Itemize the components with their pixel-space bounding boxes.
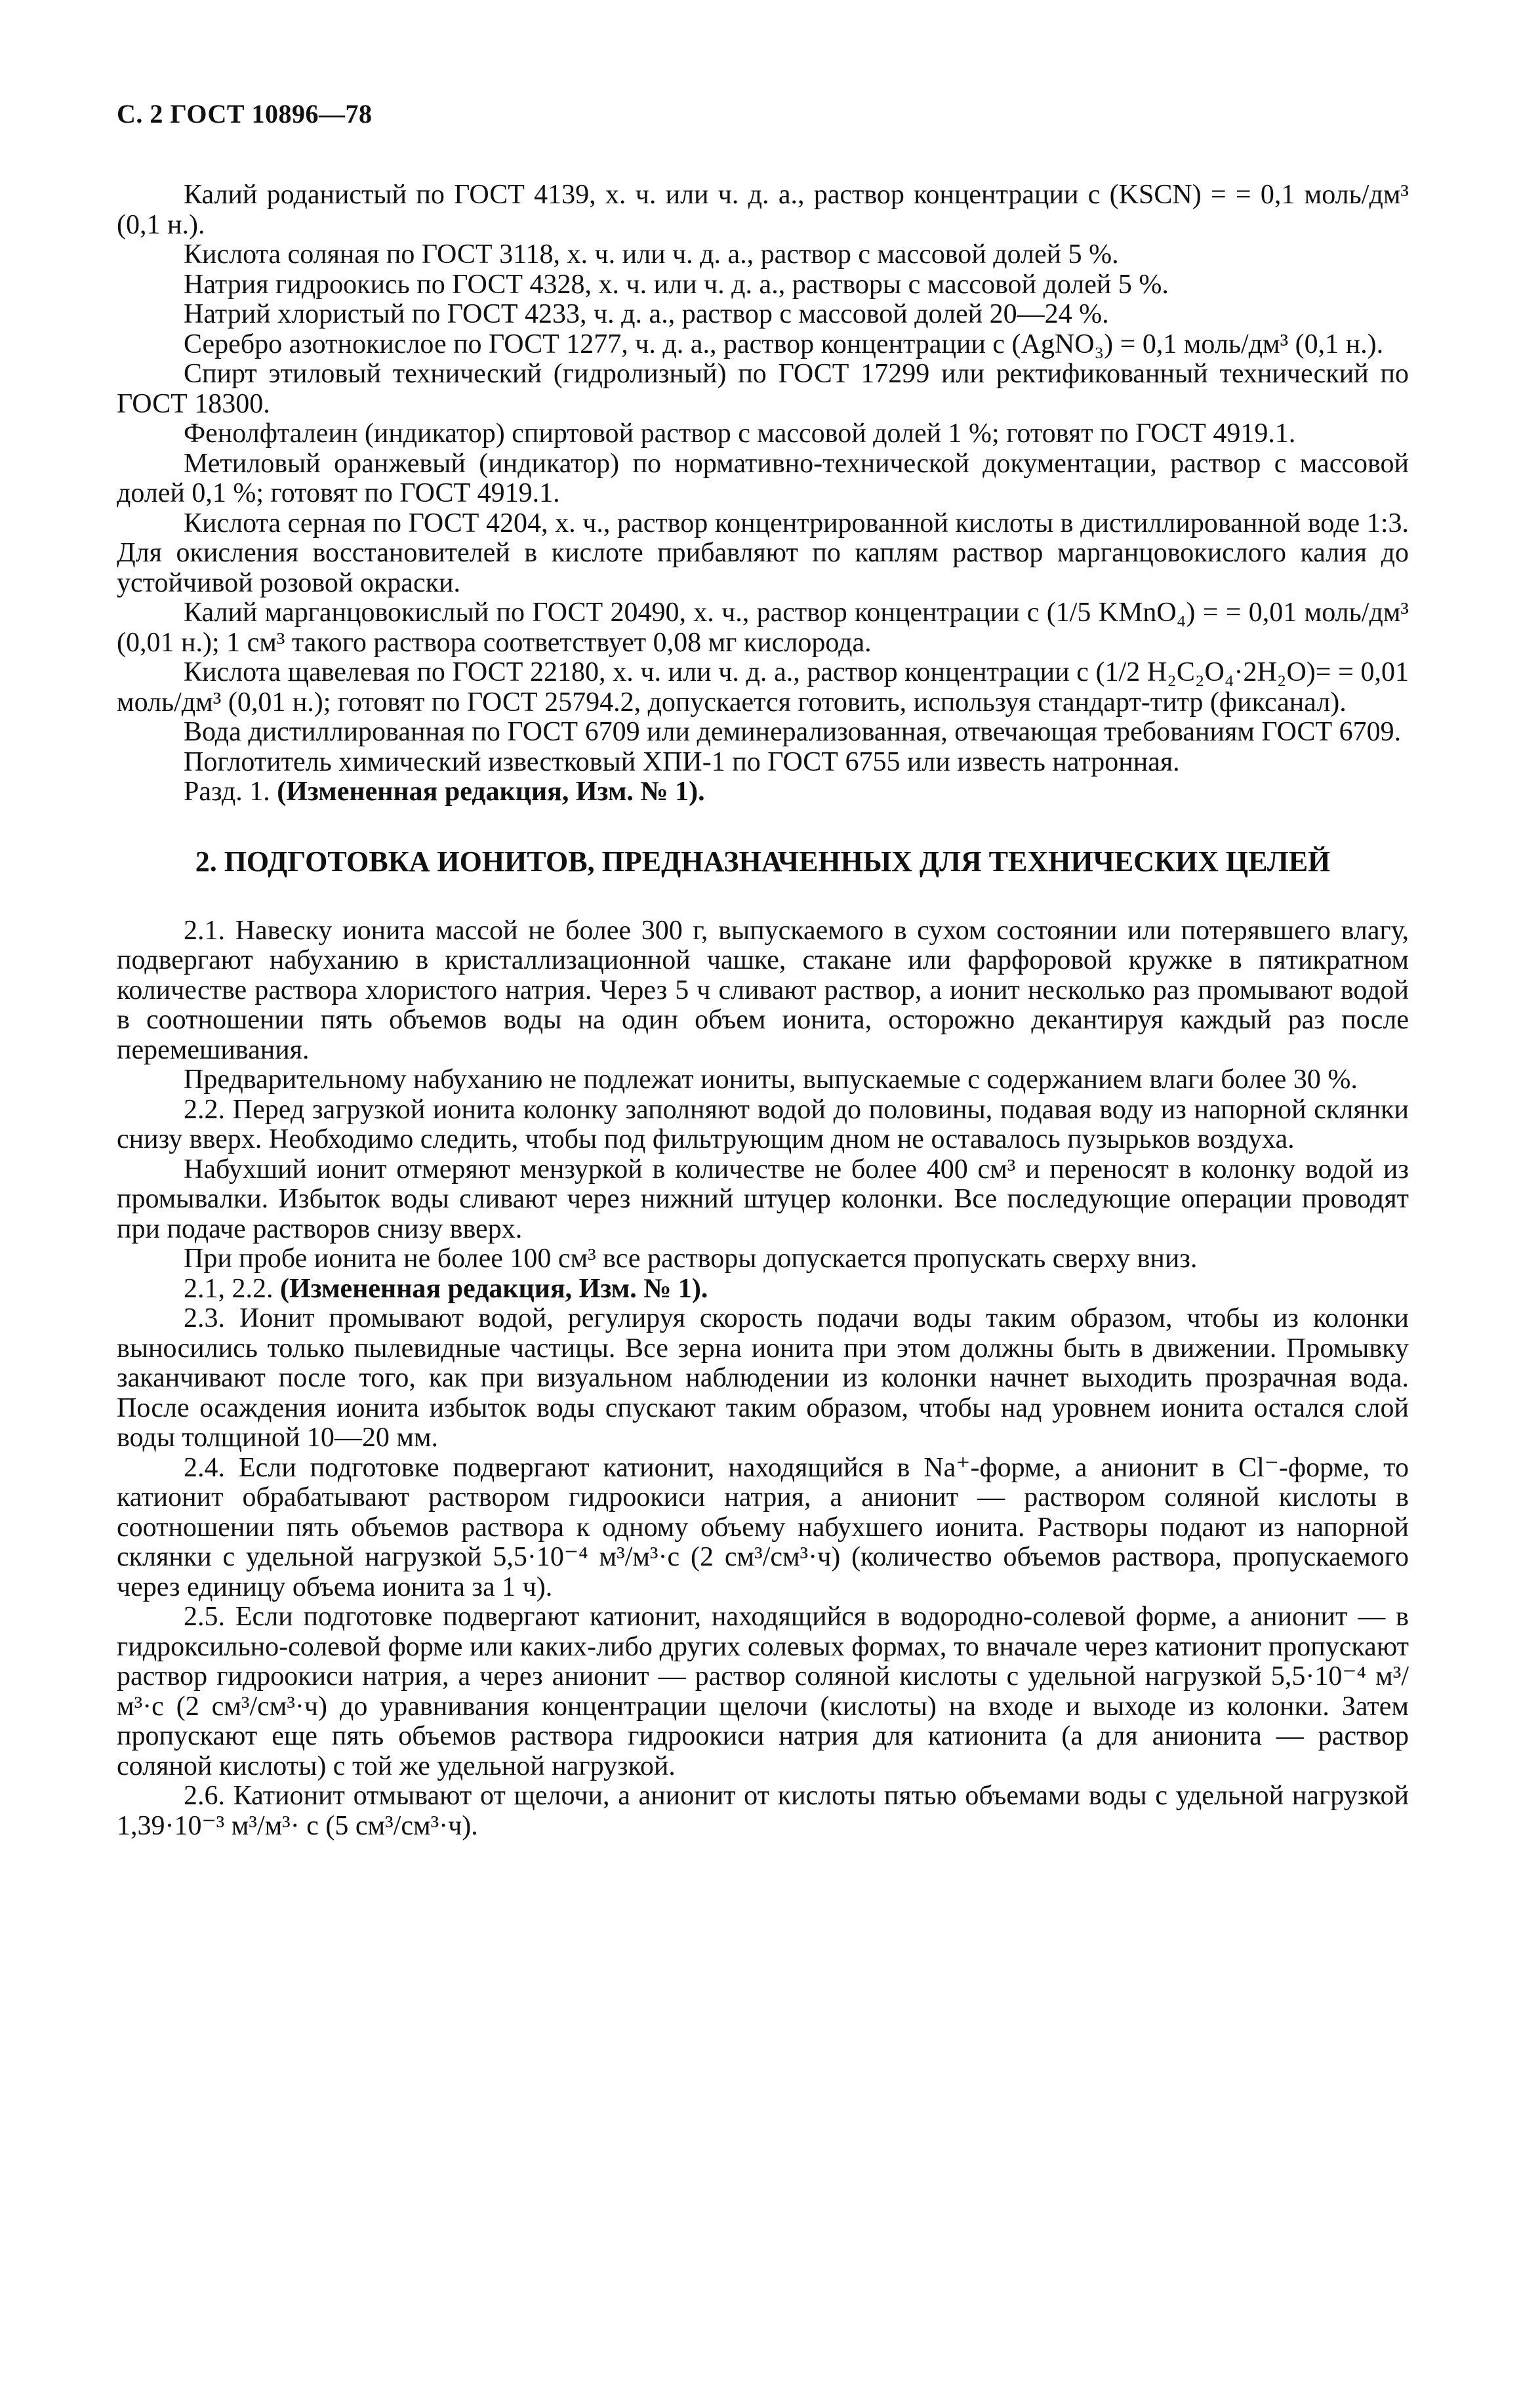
reagent-paragraph: Кислота серная по ГОСТ 4204, х. ч., раствор концентрированной кислоты в дистиллированной воде 1:3. Для окисления восстановителей в кислоте прибавляют по каплям раствор марганцовокислого калия до устойчивой розовой окраски. [117,508,1409,598]
reagent-paragraph: Кислота щавелевая по ГОСТ 22180, х. ч. или ч. д. а., раствор концентрации c (1/2 H₂C₂O₄·2H₂O)= = 0,01 моль/дм³ (0,01 н.); готовят по ГОСТ 25794.2, допускается готовить, используя стандарт-титр (фиксанал). [117,657,1409,718]
reagent-paragraph: Спирт этиловый технический (гидролизный) по ГОСТ 17299 или ректификованный технический по ГОСТ 18300. [117,359,1409,419]
revision-prefix: Разд. 1. [184,777,277,807]
reagent-paragraph: Вода дистиллированная по ГОСТ 6709 или деминерализованная, отвечающая требованиям ГОСТ 6709. [184,717,1402,747]
revision-note [117,1274,1409,1305]
section-paragraph: 2.6. Катионит отмывают от щелочи, а анионит от кислоты пятью объемами воды с удельной нагрузкой 1,39·10⁻³ м³/м³· с (5 см³/см³·ч). [117,1781,1409,1841]
reagent-paragraph: Кислота соляная по ГОСТ 3118, х. ч. или ч. д. а., раствор с массовой долей 5 %. [184,239,1119,270]
revision-prefix: 2.1, 2.2. [184,1273,280,1304]
section-paragraph: 2.3. Ионит промывают водой, регулируя скорость подачи воды таким образом, чтобы из колонки выносились только пылевидные частицы. Все зерна ионита при этом должны быть в движении. Промывку заканчивают после того, как при визуальном наблюдении из колонки начнет выходить прозрачная вода. После осаждения ионита избыток воды спускают таким образом, чтобы над уровнем ионита остался слой воды толщиной 10—20 мм. [117,1303,1409,1453]
section-title: 2. ПОДГОТОВКА ИОНИТОВ, ПРЕДНАЗНАЧЕННЫХ ДЛЯ ТЕХНИЧЕСКИХ ЦЕЛЕЙ [195,845,1331,878]
revision-note [117,777,1409,807]
running-head: С. 2 ГОСТ 10896—78 [117,99,373,129]
reagent-paragraph: Калий роданистый по ГОСТ 4139, х. ч. или ч. д. а., раствор концентрации c (KSCN) = = 0,1 моль/дм³ (0,1 н.). [117,180,1409,240]
revision-label: (Измененная редакция, Изм. № 1). [280,1273,708,1304]
reagent-paragraph: Натрия гидроокись по ГОСТ 4328, х. ч. или ч. д. а., растворы с массовой долей 5 %. [184,269,1169,300]
reagent-paragraph: Поглотитель химический известковый ХПИ-1 по ГОСТ 6755 или известь натронная. [184,746,1180,777]
section-paragraph: 2.4. Если подготовке подвергают катионит, находящийся в Na⁺-форме, а анионит в Cl⁻-форме, то катионит обрабатывают раствором гидроокиси натрия, а анионит — раствором соляной кислоты в соотношении пять объемов раствора к одному объему набухшего ионита. Растворы подают из напорной склянки с удельной нагрузкой 5,5·10⁻⁴ м³/м³·с (2 см³/см³·ч) (количество объемов раствора, пропускаемого через единицу объема ионита за 1 ч). [117,1452,1409,1602]
reagent-paragraph: Натрий хлористый по ГОСТ 4233, ч. д. а., раствор с массовой долей 20—24 %. [184,299,1109,329]
revision-label: (Измененная редакция, Изм. № 1). [277,777,705,807]
body-text [117,180,1409,1841]
reagent-paragraph: Калий марганцовокислый по ГОСТ 20490, х. ч., раствор концентрации c (1/5 KMnO₄) = = 0,01 моль/дм³ (0,01 н.); 1 см³ такого раствора соответствует 0,08 мг кислорода. [117,598,1409,658]
section-paragraph: Набухший ионит отмеряют мензуркой в количестве не более 400 см³ и переносят в колонку водой из промывалки. Избыток воды сливают через нижний штуцер колонки. Все последующие операции проводят при подаче растворов снизу вверх. [117,1154,1409,1244]
section-paragraph: 2.5. Если подготовке подвергают катионит, находящийся в водородно-солевой форме, а анионит — в гидроксильно-солевой форме или каких-либо других солевых формах, то вначале через катионит пропускают раствор гидроокиси натрия, а через анионит — раствор соляной кислоты с удельной нагрузкой 5,5·10⁻⁴ м³/м³·с (2 см³/см³·ч) до уравнивания концентрации щелочи (кислоты) на входе и выходе из колонки. Затем пропускают еще пять объемов раствора гидроокиси натрия для катионита (а для анионита — раствор соляной кислоты) с той же удельной нагрузкой. [117,1602,1409,1781]
reagent-paragraph: Серебро азотнокислое по ГОСТ 1277, ч. д. а., раствор концентрации c (AgNO₃) = 0,1 моль/дм³ (0,1 н.). [184,329,1384,359]
reagent-paragraph: Метиловый оранжевый (индикатор) по нормативно-технической документации, раствор с массовой долей 0,1 %; готовят по ГОСТ 4919.1. [117,448,1409,508]
section-paragraph: При пробе ионита не более 100 см³ все растворы допускается пропускать сверху вниз. [184,1244,1198,1274]
section-paragraph: Предварительному набуханию не подлежат иониты, выпускаемые с содержанием влаги более 30 %. [184,1064,1358,1095]
section-paragraph: 2.2. Перед загрузкой ионита колонку заполняют водой до половины, подавая воду из напорной склянки снизу вверх. Необходимо следить, чтобы под фильтрующим дном не оставалось пузырьков воздуха. [117,1094,1409,1154]
reagent-paragraph: Фенолфталеин (индикатор) спиртовой раствор с массовой долей 1 %; готовят по ГОСТ 4919.1. [184,418,1296,449]
section-paragraph: 2.1. Навеску ионита массой не более 300 г, выпускаемого в сухом состоянии или потерявшего влагу, подвергают набуханию в кристаллизационной чашке, стакане или фарфоровой кружке в пятикратном количестве раствора хлористого натрия. Через 5 ч сливают раствор, а ионит несколько раз промывают водой в соотношении пять объемов воды на один объем ионита, осторожно декантируя каждый раз после перемешивания. [117,915,1409,1065]
